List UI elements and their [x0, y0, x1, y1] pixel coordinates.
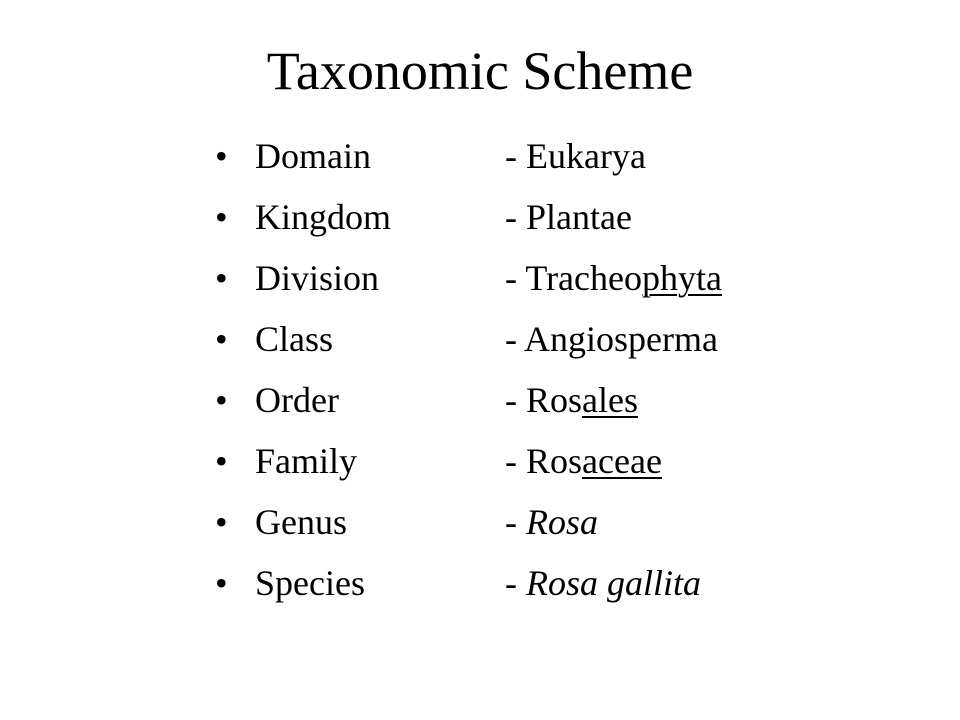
bullet-icon: • [215, 441, 228, 481]
bullet-icon: • [215, 502, 228, 542]
taxon-main: Angiosperma [524, 319, 718, 359]
rank-label: Species [255, 563, 365, 603]
taxonomy-row-domain [215, 126, 935, 187]
taxon-name [505, 309, 718, 370]
taxon-dash: - [505, 319, 525, 359]
rank-label: Genus [255, 502, 347, 542]
taxon-main: Tracheo [525, 258, 642, 298]
rank-label: Division [255, 258, 380, 298]
bullet-icon: • [215, 563, 228, 603]
taxon-main: Plantae [526, 197, 632, 237]
taxon-dash: - [505, 136, 526, 176]
bullet-icon: • [215, 380, 228, 420]
taxon-main: Eukarya [526, 136, 646, 176]
taxon-suffix-underlined: aceae [582, 441, 662, 481]
taxon-dash: - [505, 380, 526, 420]
taxonomy-row-family [215, 431, 935, 492]
rank-label: Domain [255, 136, 371, 176]
taxon-name [505, 370, 638, 431]
taxonomy-row-order [215, 370, 935, 431]
taxonomy-list [215, 126, 935, 614]
taxonomy-row-division [215, 248, 935, 309]
taxonomy-row-genus [215, 492, 935, 553]
taxonomy-row-kingdom [215, 187, 935, 248]
taxon-dash: - [505, 197, 526, 237]
rank-label: Order [255, 380, 339, 420]
taxon-dash: - [505, 441, 526, 481]
taxon-suffix-underlined: phyta [642, 258, 722, 298]
taxonomy-row-species [215, 553, 935, 614]
taxon-name [505, 126, 646, 187]
taxon-suffix-underlined: ales [582, 380, 638, 420]
taxon-name [505, 431, 662, 492]
rank-label: Family [255, 441, 358, 481]
bullet-icon: • [215, 258, 228, 298]
taxon-main: Rosa [526, 502, 598, 542]
taxonomy-row-class [215, 309, 935, 370]
taxon-main: Ros [526, 441, 583, 481]
taxon-dash: - [505, 258, 526, 298]
taxon-main: Ros [526, 380, 583, 420]
taxon-dash: - [505, 563, 526, 603]
taxon-name [505, 187, 632, 248]
taxon-name [505, 248, 722, 309]
bullet-icon: • [215, 197, 228, 237]
rank-label: Kingdom [255, 197, 392, 237]
bullet-icon: • [215, 319, 228, 359]
slide-title: Taxonomic Scheme [266, 41, 694, 101]
rank-label: Class [255, 319, 334, 359]
taxon-name [505, 553, 701, 614]
taxon-name [505, 492, 598, 553]
bullet-icon: • [215, 136, 228, 176]
taxon-main: Rosa gallita [526, 563, 702, 603]
taxon-dash: - [505, 502, 526, 542]
